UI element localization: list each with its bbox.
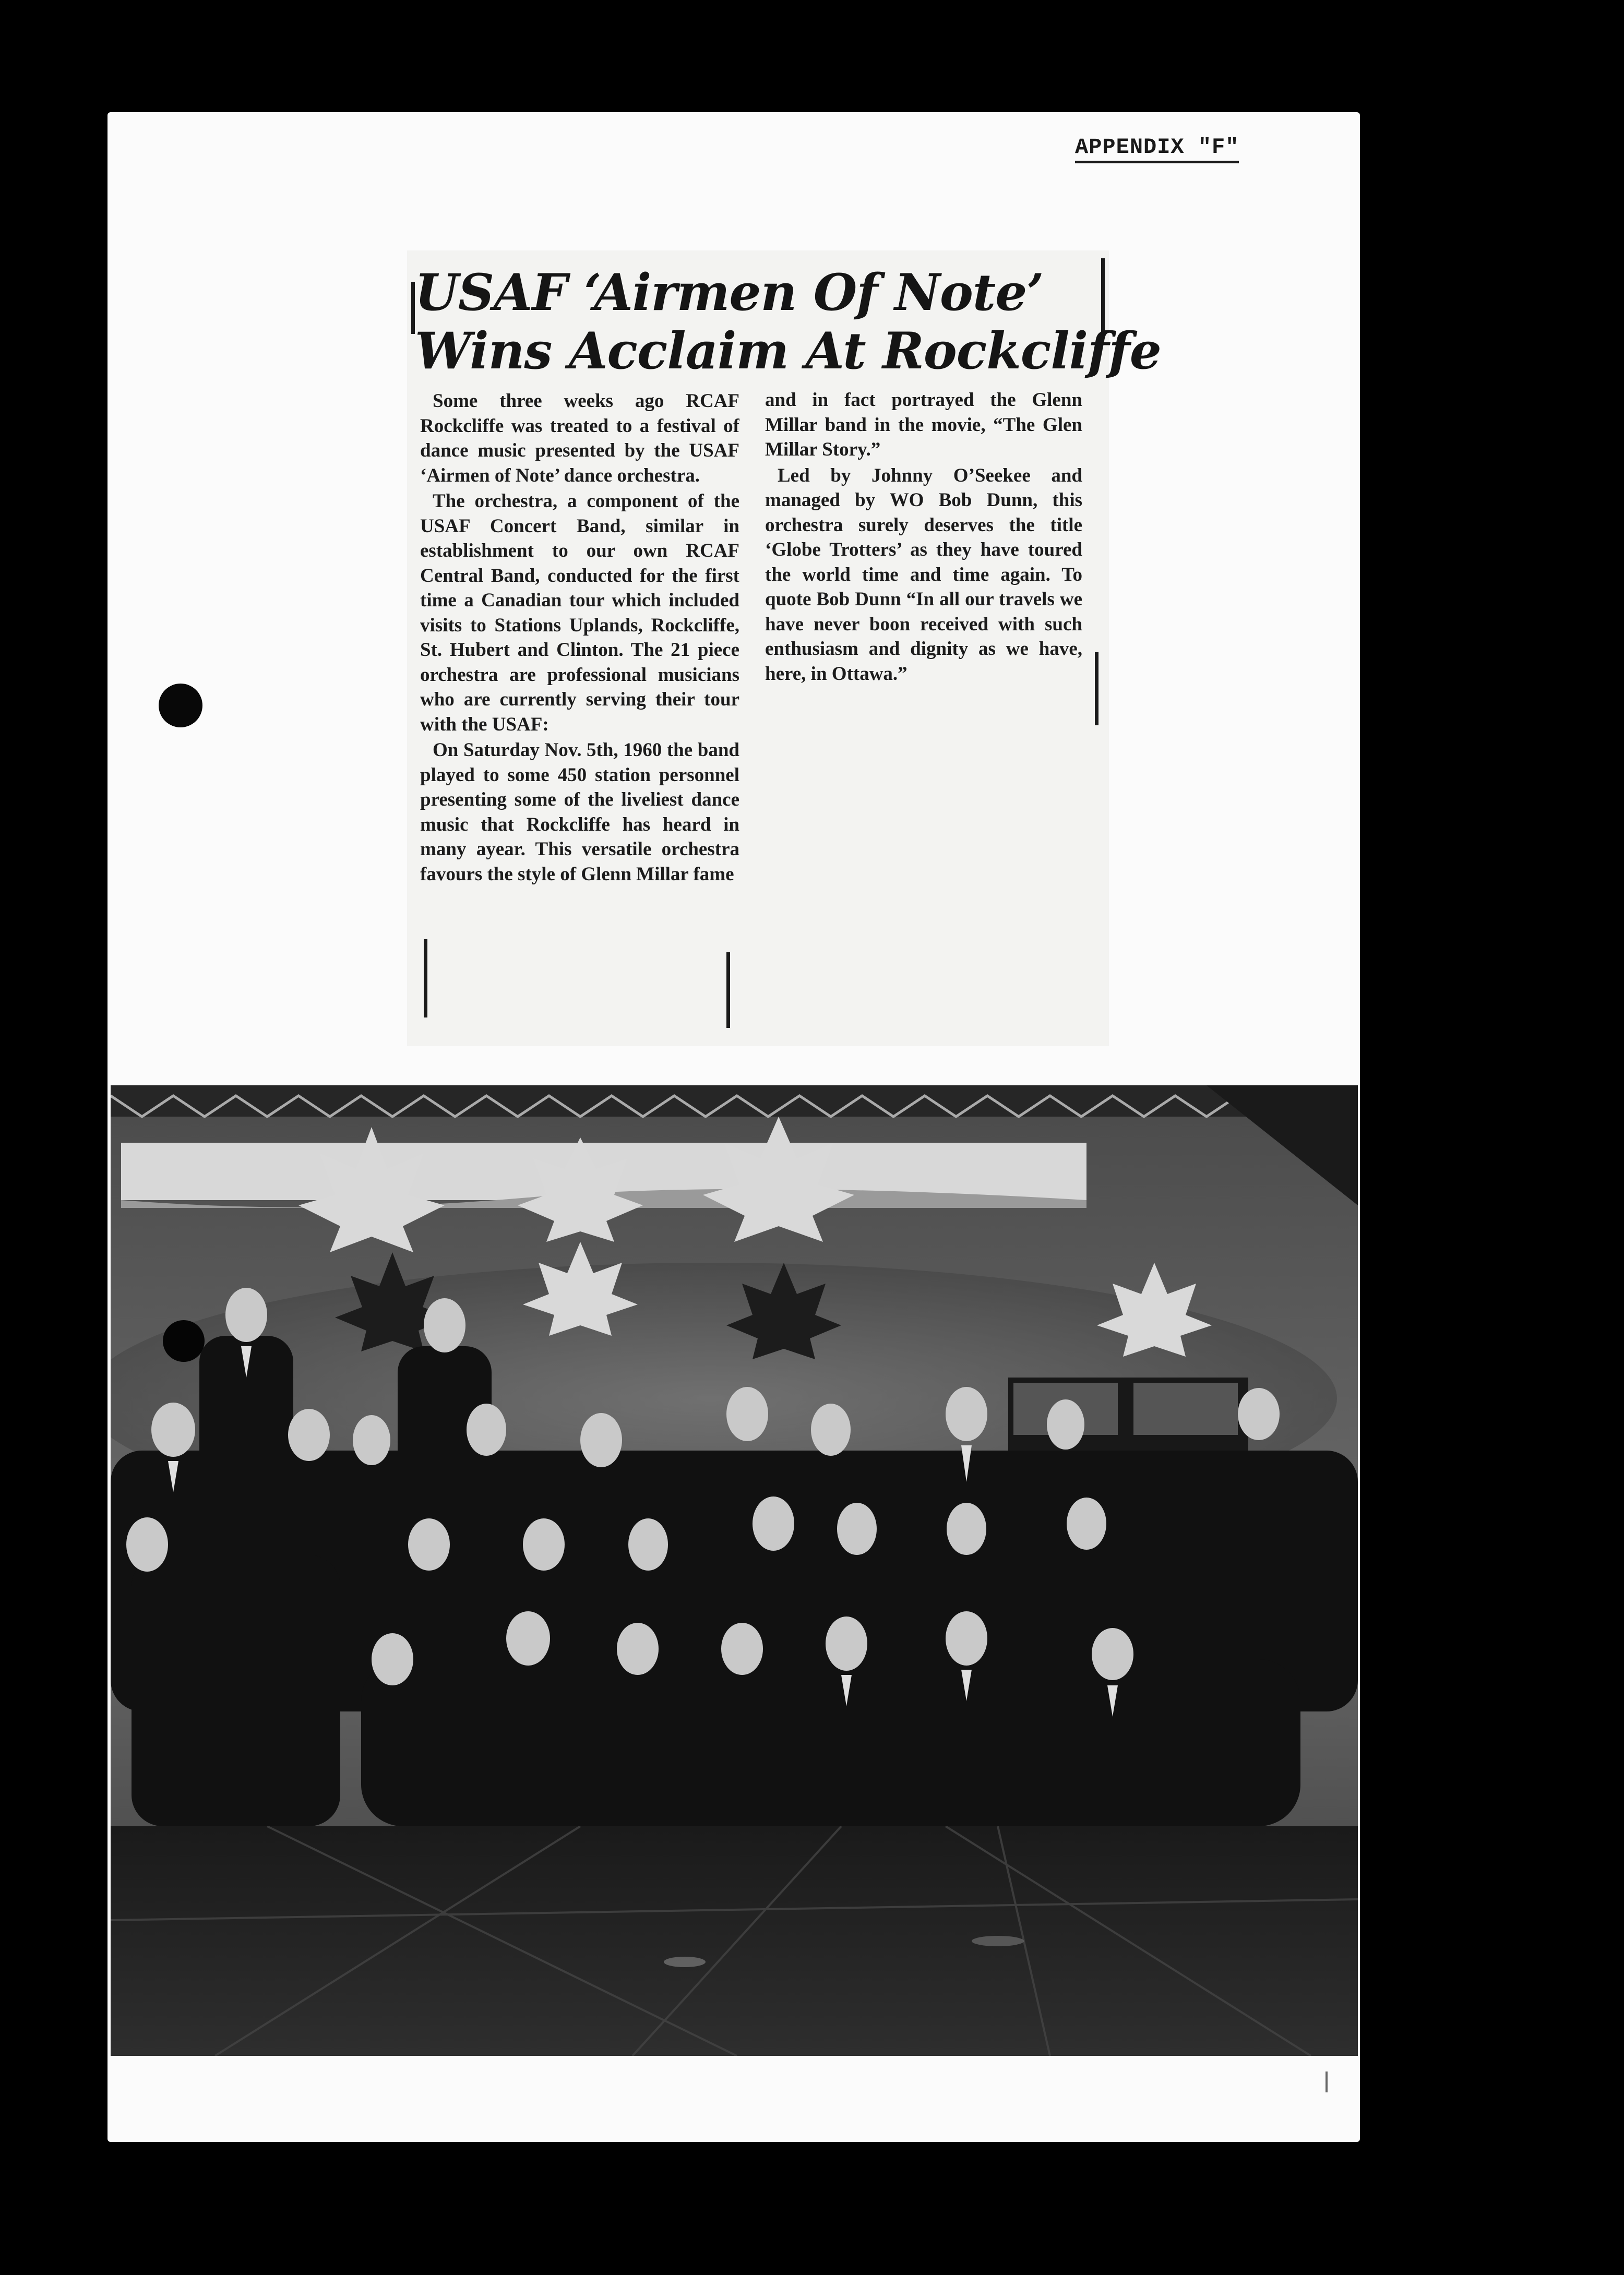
headline-line-2: Wins Acclaim At Rockcliffe xyxy=(415,321,1161,380)
article-paragraph: Some three weeks ago RCAF Rockcliffe was treated to a festival of dance music presented by the USAF ‘Airmen of Note’ dance orchestra. xyxy=(420,390,739,486)
group-photograph xyxy=(111,1085,1358,2056)
appendix-label: APPENDIX "F" xyxy=(1075,135,1239,163)
article-paragraph: Led by Johnny O’Seekee and managed by WO Bob Dunn, this orchestra surely deserves the title ‘Globe Trotters’ as they have toured the world time and time again. To quote Bob Dunn “In all our travels we have never boon received with such enthusiasm and dignity as we have, here, in Ottawa.” xyxy=(765,464,1082,685)
scan-mark xyxy=(1326,2072,1328,2092)
article-paragraph: The orchestra, a component of the USAF Concert Band, similar in establishment to our own RCAF Central Band, conducted for the first time a Canadian tour which included visits to Stations Uplands, Rockcliffe, St. Hubert and Clinton. The 21 piece orchestra are professional musicians who are currently serving their tour with the USAF: xyxy=(420,490,739,735)
article-column-1 xyxy=(420,389,739,1041)
article-paragraph: and in fact portrayed the Glenn Millar band in the movie, “The Glen Millar Story.” xyxy=(765,389,1082,460)
clipping-edge xyxy=(1095,652,1098,725)
punch-hole xyxy=(159,684,202,727)
article-column-2 xyxy=(765,388,1082,687)
photo-illustration xyxy=(111,1085,1358,2056)
clipping-edge xyxy=(411,282,415,334)
article-headline xyxy=(415,263,1161,380)
article-paragraph: On Saturday Nov. 5th, 1960 the band played to some 450 station personnel presenting some of the liveliest dance music that Rockcliffe has heard in many ayear. This versatile orchestra favours the style of Glenn Millar fame xyxy=(420,739,739,885)
headline-line-1: USAF ‘Airmen Of Note’ xyxy=(415,263,1044,322)
